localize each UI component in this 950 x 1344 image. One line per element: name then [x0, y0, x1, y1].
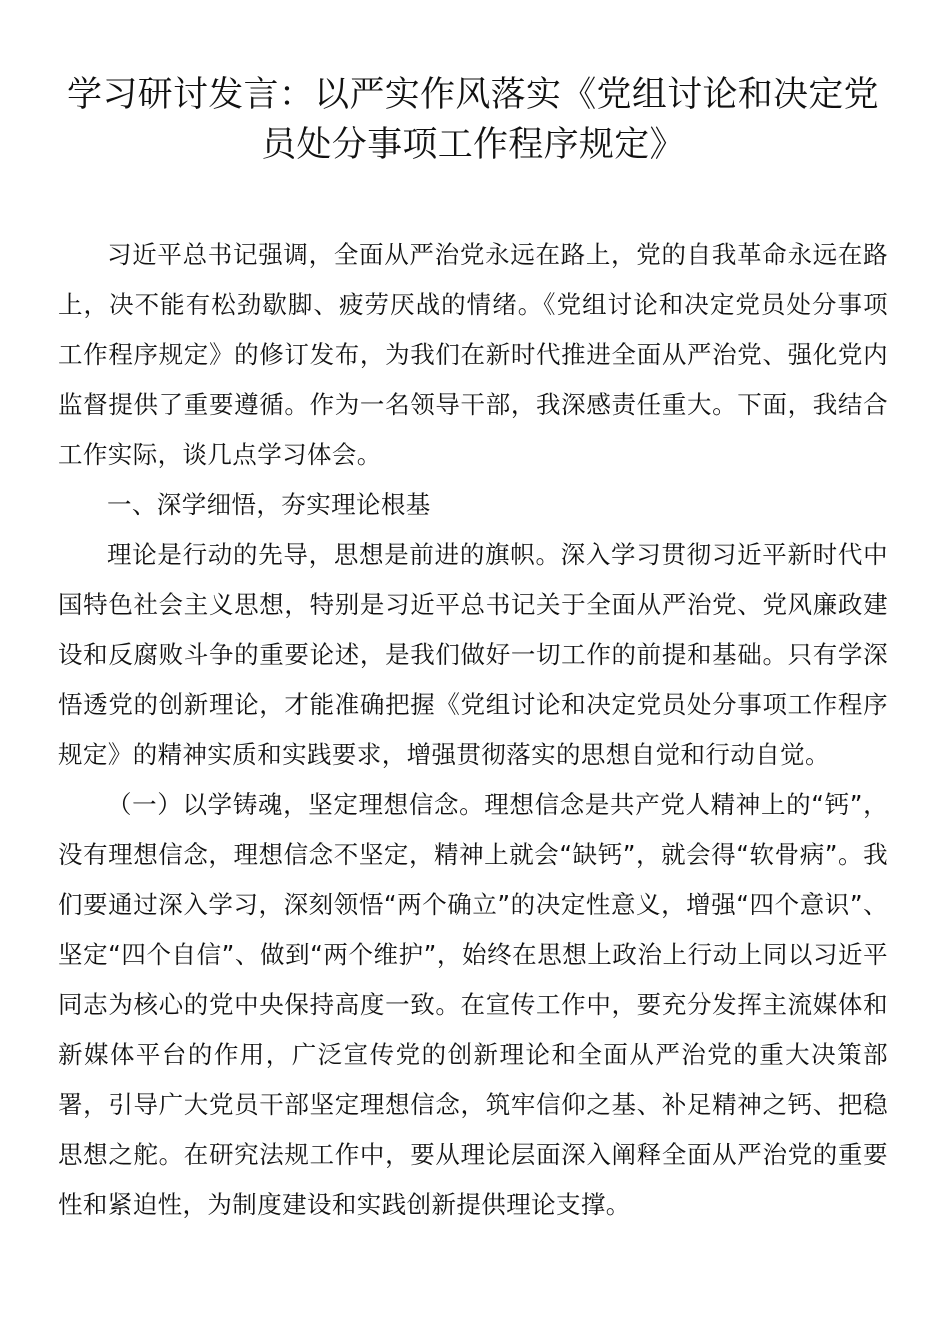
subsection-1-paragraph: （一）以学铸魂，坚定理想信念。理想信念是共产党人精神上的“钙”，没有理想信念，理想信念不坚定，精神上就会“缺钙”，就会得“软骨病”。我们要通过深入学习，深刻领悟“两个确立”的决定性意义，增强“四个意识”、坚定“四个自信”、做到“两个维护”，始终在思想上政治上行动上同以习近平同志为核心的党中央保持高度一致。在宣传工作中，要充分发挥主流媒体和新媒体平台的作用，广泛宣传党的创新理论和全面从严治党的重大决策部署，引导广大党员干部坚定理想信念，筑牢信仰之基、补足精神之钙、把稳思想之舵。在研究法规工作中，要从理论层面深入阐释全面从严治党的重要性和紧迫性，为制度建设和实践创新提供理论支撑。: [58, 790, 888, 1219]
document-body: [58, 230, 888, 1230]
document-page: [58, 70, 888, 1230]
document-title: 学习研讨发言：以严实作风落实《党组讨论和决定党员处分事项工作程序规定》: [67, 75, 879, 165]
intro-paragraph: 习近平总书记强调，全面从严治党永远在路上，党的自我革命永远在路上，决不能有松劲歇脚、疲劳厌战的情绪。《党组讨论和决定党员处分事项工作程序规定》的修订发布，为我们在新时代推进全面从严治党、强化党内监督提供了重要遵循。作为一名领导干部，我深感责任重大。下面，我结合工作实际，谈几点学习体会。: [58, 240, 888, 469]
section-1-paragraph: 理论是行动的先导，思想是前进的旗帜。深入学习贯彻习近平新时代中国特色社会主义思想，特别是习近平总书记关于全面从严治党、党风廉政建设和反腐败斗争的重要论述，是我们做好一切工作的前提和基础。只有学深悟透党的创新理论，才能准确把握《党组讨论和决定党员处分事项工作程序规定》的精神实质和实践要求，增强贯彻落实的思想自觉和行动自觉。: [58, 540, 888, 769]
section-heading-1: 一、深学细悟，夯实理论根基: [107, 490, 431, 519]
